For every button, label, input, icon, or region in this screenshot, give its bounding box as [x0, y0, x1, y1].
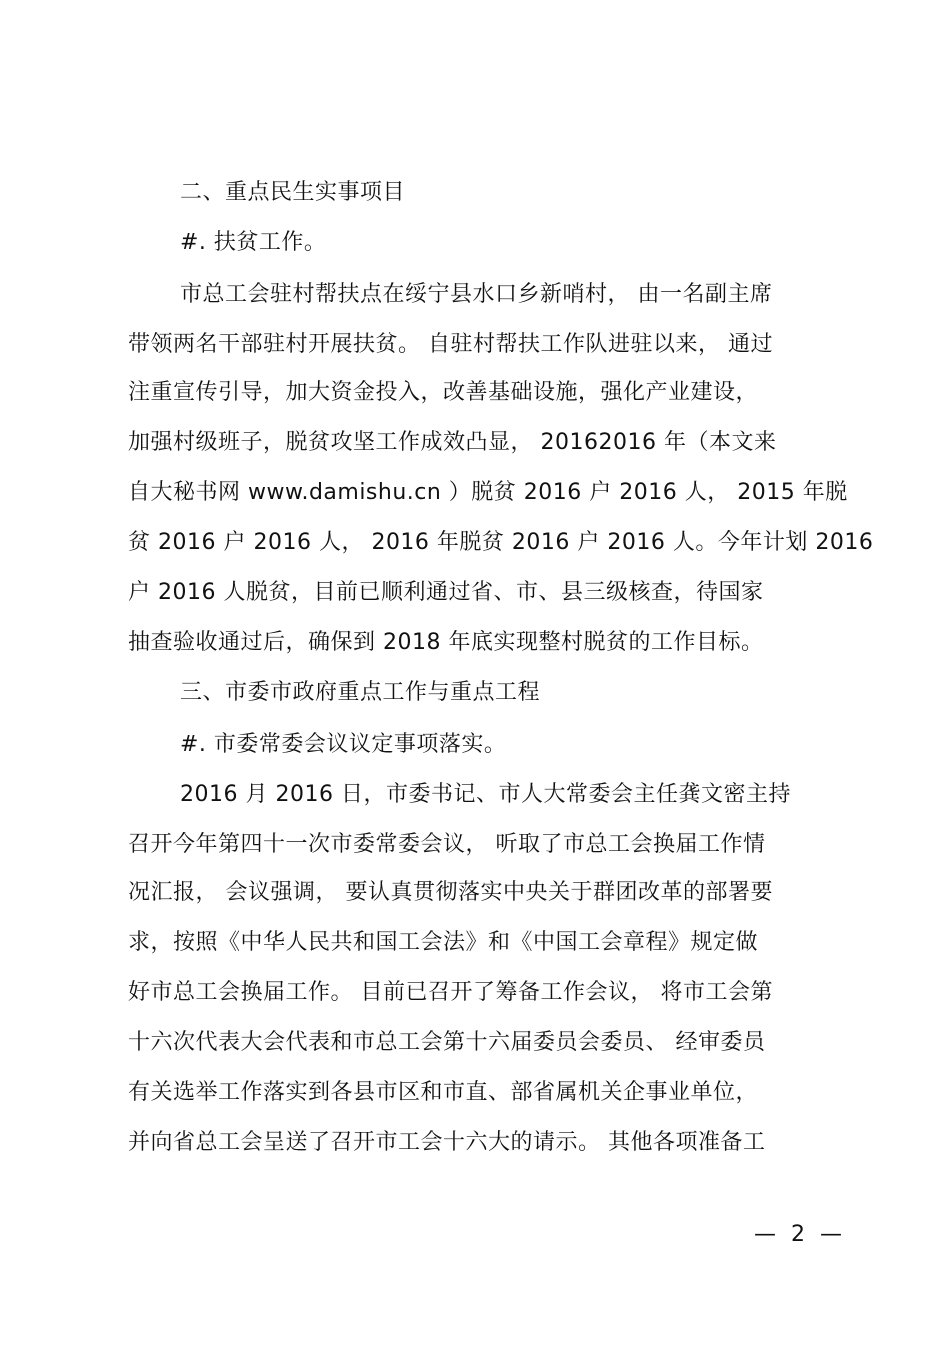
paragraph-line: 召开今年第四十一次市委常委会议， 听取了市总工会换届工作情	[128, 832, 766, 857]
paragraph-line: 带领两名干部驻村开展扶贫。 自驻村帮扶工作队进驻以来， 通过	[128, 332, 773, 357]
section-heading-2: 二、重点民生实事项目	[180, 180, 406, 205]
paragraph-line: 有关选举工作落实到各县市区和市直、部省属机关企事业单位，	[128, 1080, 759, 1105]
paragraph-line: 2016 月 2016 日，市委书记、市人大常委会主任龚文密主持	[180, 782, 791, 807]
paragraph-line: 自大秘书网 www.damishu.cn ）脱贫 2016 户 2016 人， 2015 年脱	[128, 480, 848, 505]
subsection-heading-poverty: #. 扶贫工作。	[180, 230, 327, 255]
subsection-heading-committee: #. 市委常委会议议定事项落实。	[180, 732, 507, 757]
paragraph-line: 并向省总工会呈送了召开市工会十六大的请示。 其他各项准备工	[128, 1130, 766, 1155]
paragraph-line: 贫 2016 户 2016 人， 2016 年脱贫 2016 户 2016 人。今年计划 2016	[128, 530, 874, 555]
paragraph-line: 注重宣传引导，加大资金投入，改善基础设施，强化产业建设，	[128, 380, 759, 405]
paragraph-line: 户 2016 人脱贫，目前已顺利通过省、市、县三级核查，待国家	[128, 580, 764, 605]
page-number: — 2 —	[754, 1222, 846, 1247]
paragraph-line: 加强村级班子，脱贫攻坚工作成效凸显， 20162016 年（本文来	[128, 430, 777, 455]
paragraph-line: 抽查验收通过后，确保到 2018 年底实现整村脱贫的工作目标。	[128, 630, 764, 655]
section-heading-3: 三、市委市政府重点工作与重点工程	[180, 680, 541, 705]
paragraph-line: 市总工会驻村帮扶点在绥宁县水口乡新哨村， 由一名副主席	[180, 282, 773, 307]
paragraph-line: 好市总工会换届工作。 目前已召开了筹备工作会议， 将市工会第	[128, 980, 773, 1005]
paragraph-line: 十六次代表大会代表和市总工会第十六届委员会委员、 经审委员	[128, 1030, 766, 1055]
paragraph-line: 求，按照《中华人民共和国工会法》和《中国工会章程》规定做	[128, 930, 759, 955]
paragraph-line: 况汇报， 会议强调， 要认真贯彻落实中央关于群团改革的部署要	[128, 880, 773, 905]
